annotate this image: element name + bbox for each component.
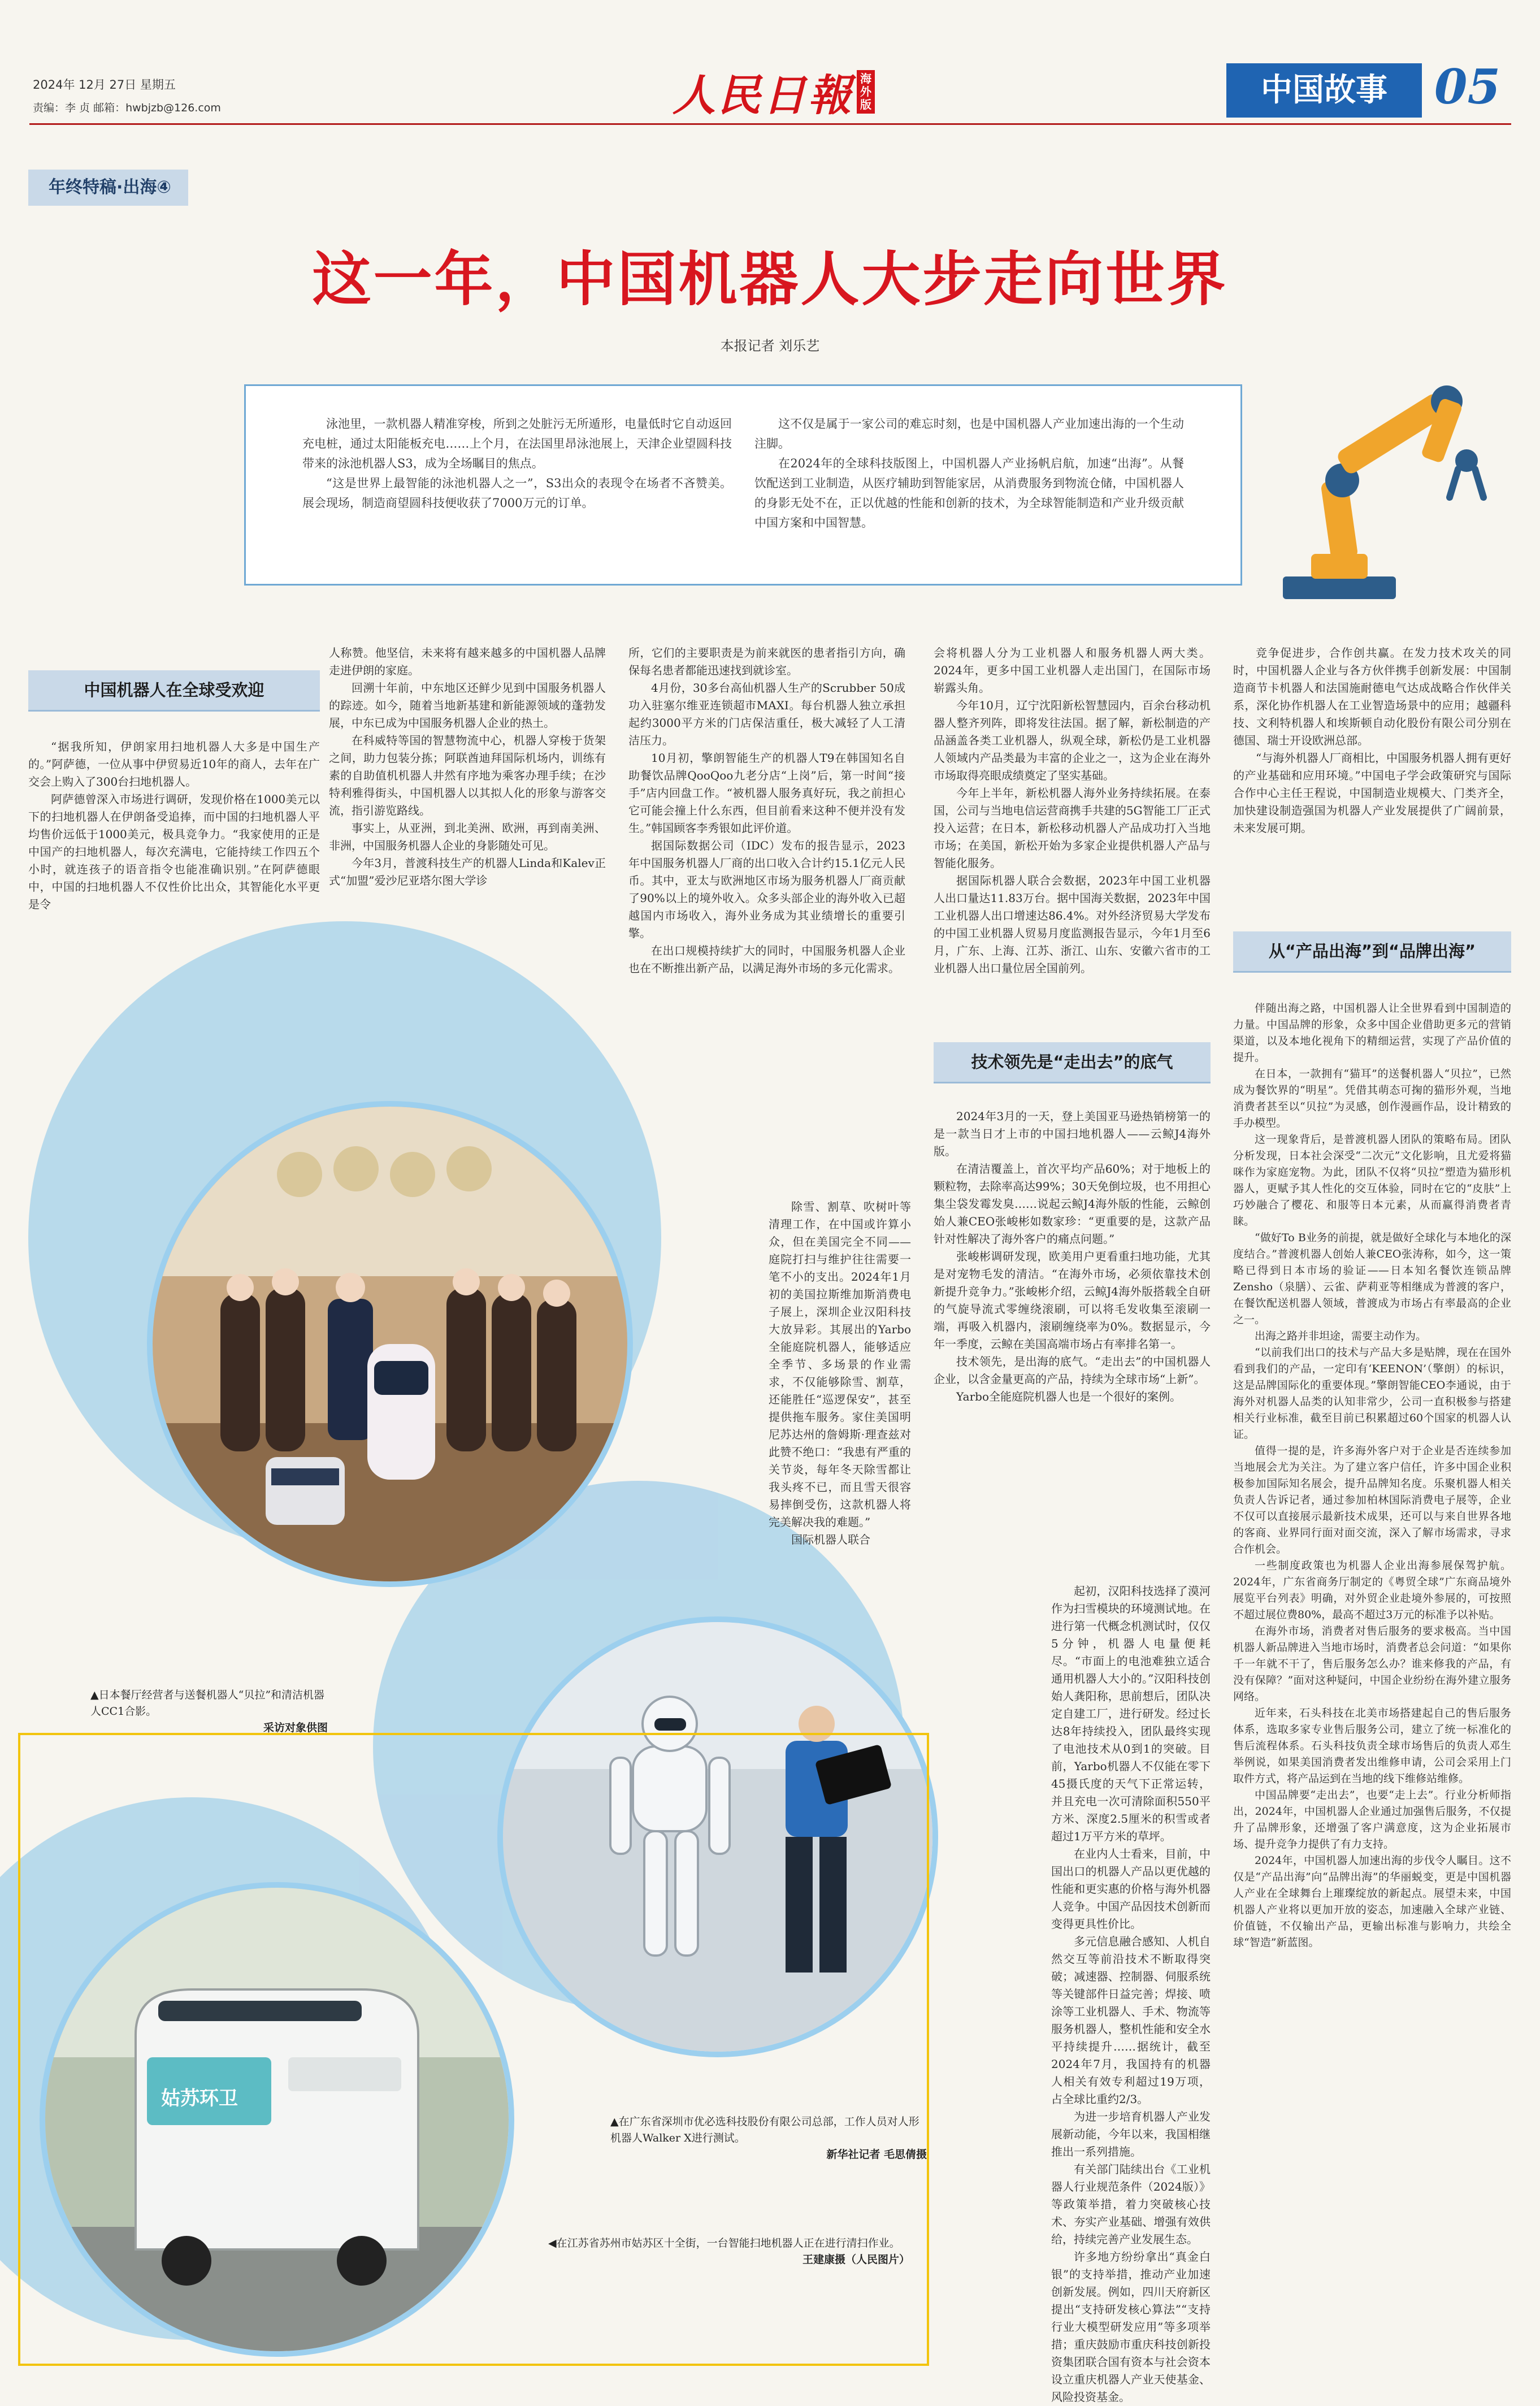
column-5	[934, 1108, 1211, 1406]
paragraph: “据我所知，伊朗家用扫地机器人大多是中国生产的。”阿萨德，一位从事中伊贸易近10年的商人，去年在广交会上购入了300台扫地机器人。	[28, 740, 320, 788]
column-7	[1233, 1000, 1511, 1951]
paragraph: 在日本，一款拥有“猫耳”的送餐机器人“贝拉”，已然成为餐饮界的“明星”。凭借其萌态可掬的猫形外观，当地消费者甚至以“贝拉”为灵感，创作漫画作品，设计精致的手办模型。	[1233, 1068, 1511, 1129]
intro-paragraph: “这是世界上最智能的泳池机器人之一”，S3出众的表现令在场者不吝赞美。展会现场，制造商望圆科技便收获了7000万元的订单。	[302, 476, 732, 510]
caption-credit: 王建康摄（人民图片）	[802, 2253, 910, 2266]
robot-arm-illustration	[1215, 339, 1532, 610]
editor-info: 责编：李 贞 邮箱：hwbjzb@126.com	[33, 102, 221, 114]
paragraph: 竞争促进步，合作创共赢。在发力技术攻关的同时，中国机器人企业与各方伙伴携手创新发展：中国制造商节卡机器人和法国施耐德电气达成战略合作伙伴关系，深化协作机器人在工业智造场景中的应用；越疆科技、文利特机器人和埃斯顿自动化股份有限公司分别在德国、瑞士开设欧洲总部。	[1233, 646, 1511, 747]
paragraph: 阿萨德曾深入市场进行调研，发现价格在1000美元以下的扫地机器人在伊朗备受追捧，而中国的扫地机器人平均售价远低于1000美元，极具竞争力。“我家使用的正是中国产的扫地机器人，每次充满电，它能持续工作四五个小时，就连孩子的语音指令也能准确识别。”在阿萨德眼中，中国的扫地机器人不仅性价比出众，其智能化水平更是令	[28, 792, 320, 911]
paragraph: 在清洁覆盖上，首次平均产品60%；对于地板上的颗粒物，去除率高达99%；30天免倒垃圾，也不用担心集尘袋发霉发臭……说起云鲸J4海外版的性能，云鲸创始人兼CEO张峻彬如数家珍：“更重要的是，这款产品针对性解决了海外客户的痛点问题。”	[934, 1162, 1211, 1246]
paragraph: 许多地方纷纷拿出“真金白银”的支持举措，推动产业加速创新发展。例如，四川天府新区提出“支持研发核心算法”“支持行业大模型研发应用”等多项举措；重庆鼓励市重庆科技创新投资集团联合国有资本与社会资本设立重庆机器人产业天使基金、风险投资基金。	[1051, 2250, 1211, 2404]
header-rule	[29, 123, 1511, 125]
headline: 这一年，中国机器人大步走向世界	[312, 245, 1228, 314]
paragraph: Yarbo全能庭院机器人也是一个很好的案例。	[956, 1390, 1181, 1403]
paragraph: 近年来，石头科技在北美市场搭建起自己的售后服务体系，选取多家专业售后服务公司，建立了统一标准化的售后流程体系。石头科技负责全球市场售后的负责人邓生举例说，如果美国消费者发出维修申请，公司会采用上门取件方式，将产品运到在当地的线下维修站维修。	[1233, 1707, 1511, 1785]
caption-restaurant	[90, 1687, 328, 1736]
paragraph: 人称赞。他坚信，未来将有越来越多的中国机器人品牌走进伊朗的家庭。	[329, 646, 606, 677]
paragraph: 据国际机器人联合会数据，2023年中国工业机器人出口量达11.83万台。据中国海关数据，2023年中国工业机器人出口增速达86.4%。对外经济贸易大学发布的中国工业机器人贸易月度监测报告显示，今年1月至6月，广东、上海、江苏、浙江、山东、安徽六省市的工业机器人出口量位居全国前列。	[934, 874, 1211, 975]
paragraph: 据国际数据公司（IDC）发布的报告显示，2023年中国服务机器人厂商的出口收入合计约15.1亿元人民币。其中，亚太与欧洲地区市场为服务机器人厂商贡献了90%以上的境外收入。众多头部企业的海外收入已超越国内市场收入，海外业务成为其业绩增长的重要引擎。	[628, 839, 905, 940]
intro-right	[754, 414, 1184, 533]
paragraph: 回溯十年前，中东地区还鲜少见到中国服务机器人的踪迹。如今，随着当地新基建和新能源领域的蓬勃发展，中东已成为中国服务机器人企业的热土。	[329, 681, 606, 730]
column-2	[329, 644, 606, 890]
paragraph: 为进一步培育机器人产业发展新动能，今年以来，我国相继推出一系列措施。	[1051, 2110, 1211, 2158]
restaurant-robot-photo	[147, 1101, 633, 1587]
paragraph: “以前我们出口的技术与产品大多是贴牌，现在在国外看到我们的产品，一定印有‘KEENON’（擎朗）的标识，这是品牌国际化的重要体现。”擎朗智能CEO李通说，由于海外对机器人品类的认知非常少，公司一直积极参与搭建相关行业标准，截至目前已积累超过60个国家的机器人认证。	[1233, 1346, 1511, 1441]
subhead-global-welcome: 中国机器人在全球受欢迎	[28, 670, 320, 712]
column-5-wrap	[1051, 1583, 1211, 2406]
paragraph: 2024年，中国机器人加速出海的步伐令人瞩目。这不仅是“产品出海”向“品牌出海”的华丽蜕变，更是中国机器人产业在全球舞台上璀璨绽放的新起点。展望未来，中国机器人产业将以更加开放的姿态，加速融入全球产业链、价值链，不仅输出产品，更输出标准与影响力，共绘全球“智造”新蓝图。	[1233, 1854, 1511, 1949]
paragraph: 除雪、割草、吹树叶等清理工作，在中国或许算小众，但在美国完全不同——庭院打扫与维护往往需要一笔不小的支出。2024年1月初的美国拉斯维加斯消费电子展上，深圳企业汉阳科技大放异彩。其展出的Yarbo全能庭院机器人，能够适应全季节、多场景的作业需求，不仅能够除雪、割草，还能胜任“巡逻保安”，甚至提供拖车服务。家住美国明尼苏达州的詹姆斯·理查兹对此赞不绝口：“我患有严重的关节炎，每年冬天除雪都让我头疼不已，而且雪天很容易摔倒受伤，这款机器人将完美解决我的难题。”	[769, 1200, 911, 1529]
paragraph: 值得一提的是，许多海外客户对于企业是否连续参加当地展会尤为关注。为了建立客户信任，许多中国企业积极参加国际知名展会，提升品牌知名度。乐聚机器人相关负责人告诉记者，通过参加柏林国际消费电子展等，企业不仅可以直接展示最新技术成果，还可以与来自世界各地的客商、业界同行面对面交流，深入了解市场需求，寻求合作机会。	[1233, 1445, 1511, 1555]
paragraph: 出海之路并非坦途，需要主动作为。	[1255, 1330, 1427, 1342]
highlight-frame	[18, 1733, 929, 2366]
paragraph: 在科威特等国的智慧物流中心，机器人穿梭于货架之间，助力包装分拣；阿联酋迪拜国际机场内，训练有素的自助值机机器人井然有序地为乘客办理手续；在沙特利雅得街头，中国机器人以其拟人化的形象与游客交流，指引游览路线。	[329, 734, 606, 817]
newspaper-logo: 人民日報	[673, 70, 853, 120]
paragraph: 伴随出海之路，中国机器人让全世界看到中国制造的力量。中国品牌的形象，众多中国企业借助更多元的营销渠道，以及本地化视角下的精细运营，实现了产品价值的提升。	[1233, 1002, 1511, 1064]
paragraph: 今年10月，辽宁沈阳新松智慧园内，百余台移动机器人整齐列阵，即将发往法国。据了解，新松制造的产品涵盖各类工业机器人，纵观全球，新松仍是工业机器人领域内产品类最为丰富的企业之一，这为企业在海外市场取得亮眼成绩奠定了坚实基础。	[934, 699, 1211, 782]
robot-brand-label: 姑苏环卫	[161, 2087, 238, 2110]
subhead-brand: 从“产品出海”到“品牌出海”	[1233, 931, 1511, 973]
intro-paragraph: 在2024年的全球科技版图上，中国机器人产业扬帆启航，加速“出海”。从餐饮配送到工业制造，从医疗辅助到智能家居，从消费服务到物流仓储，中国机器人的身影无处不在，正以优越的性能和创新的技术，为全球智能制造和产业升级贡献中国方案和中国智慧。	[754, 457, 1184, 530]
paragraph: 所，它们的主要职责是为前来就医的患者指引方向，确保每名患者都能迅速找到就诊室。	[628, 646, 905, 677]
caption-credit: 新华社记者 毛思倩摄	[826, 2148, 927, 2161]
intro-paragraph: 泳池里，一款机器人精准穿梭，所到之处脏污无所遁形，电量低时它自动返回充电桩，通过太阳能板充电……上个月，在法国里昂泳池展上，天津企业望圆科技带来的泳池机器人S3，成为全场瞩目的焦点。	[302, 417, 732, 470]
masthead	[673, 61, 875, 123]
subhead-technology: 技术领先是“走出去”的底气	[934, 1042, 1211, 1083]
paragraph: 在业内人士看来，目前，中国出口的机器人产品以更优越的性能和更实惠的价格与海外机器人竞争。中国产品因技术创新而变得更具性价比。	[1051, 1847, 1211, 1931]
caption-credit: 采访对象供图	[263, 1722, 328, 1734]
column-3-wrap	[769, 1198, 911, 1549]
paragraph: 2024年3月的一天，登上美国亚马逊热销榜第一的是一款当日才上市的中国扫地机器人——云鲸J4海外版。	[934, 1109, 1211, 1158]
column-1	[28, 738, 320, 913]
paragraph: 这一现象背后，是普渡机器人团队的策略布局。团队分析发现，日本社会深受“二次元”文化影响，且尤爱将猫咪作为家庭宠物。为此，团队不仅将“贝拉”塑造为猫形机器人，更赋予其人性化的交互体验，同时在它的“皮肤”上巧妙融合了樱花、和服等日本元素，从而赢得消费者青睐。	[1233, 1133, 1511, 1228]
paragraph: 10月初，擎朗智能生产的机器人T9在韩国知名自助餐饮品牌QooQoo九老分店“上岗”后，第一时间“接手”店内回盘工作。“被机器人服务真好玩，我之前担心它可能会撞上什么东西，但目前看来这种不便并没有发生。”韩国顾客李秀银如此评价道。	[628, 751, 905, 835]
caption-street-robot	[548, 2235, 910, 2268]
paragraph: 今年3月，普渡科技生产的机器人Linda和Kalev正式“加盟”爱沙尼亚塔尔图大学诊	[329, 856, 606, 887]
caption-humanoid	[610, 2114, 927, 2163]
paragraph: 今年上半年，新松机器人海外业务持续拓展。在泰国，公司与当地电信运营商携手共建的5G智能工厂正式投入运营；在日本，新松移动机器人产品成功打入当地市场；在美国，新松开始为多家企业提供机器人产品与智能化服务。	[934, 786, 1211, 870]
section-title: 中国故事	[1226, 63, 1422, 118]
paragraph: 在出口规模持续扩大的同时，中国服务机器人企业也在不断推出新产品，以满足海外市场的多元化需求。	[628, 944, 905, 975]
series-tag: 年终特稿·出海④	[28, 170, 188, 206]
byline: 本报记者 刘乐艺	[720, 338, 820, 354]
paragraph: 一些制度政策也为机器人企业出海参展保驾护航。2024年，广东省商务厅制定的《粤贸全球”广东商品境外展览平台列表》明确，对外贸企业赴境外参展的，可按照不超过展位费80%，最高不超过3万元的标准予以补贴。	[1233, 1559, 1511, 1621]
paragraph: 在海外市场，消费者对售后服务的要求极高。当中国机器人新品牌进入当地市场时，消费者总会问道：“如果你千一年就不干了，售后服务怎么办？谁来修我的产品，有没有保障？”面对这种疑问，中国企业纷纷在海外建立服务网络。	[1233, 1625, 1511, 1703]
paragraph: 会将机器人分为工业机器人和服务机器人两大类。2024年，更多中国工业机器人走出国门，在国际市场崭露头角。	[934, 646, 1211, 695]
caption-text: ◀在江苏省苏州市姑苏区十全街，一台智能扫地机器人正在进行清扫作业。	[548, 2237, 900, 2249]
column-3	[628, 644, 905, 977]
paragraph: 4月份，30多台高仙机器人生产的Scrubber 50成功入驻塞尔维亚连锁超市MAXI。每台机器人独立承担起约3000平方米的门店保洁重任，极大减轻了人工清洁压力。	[628, 681, 905, 747]
paragraph: “做好To B业务的前提，就是做好全球化与本地化的深度结合。”普渡机器人创始人兼CEO张涛称，如今，这一策略已得到日本市场的验证——日本知名餐饮连锁品牌Zensho（泉膳）、云雀、萨莉亚等相继成为普渡的客户，在餐饮配送机器人领域，普渡成为市场占有率最高的企业之一。	[1233, 1232, 1511, 1326]
paragraph: 有关部门陆续出台《工业机器人行业规范条件（2024版）》等政策举措，着力突破核心技术、夯实产业基础、增强有效供给，持续完善产业发展生态。	[1051, 2162, 1211, 2246]
paragraph: 张峻彬调研发现，欧美用户更看重扫地功能，尤其是对宠物毛发的清洁。“在海外市场，必须依靠技术创新提升竞争力。”张峻彬介绍，云鲸J4海外版搭载全自研的气旋导流式零缠绕滚刷，可以将毛发收集至滚刷一端，再吸入机器内，滚刷缠绕率为0%。数据显示，今年一季度，云鲸在美国高端市场占有率排名第一。	[934, 1250, 1211, 1351]
restaurant-photo-image	[153, 1107, 627, 1581]
edition-tag: 海外版	[857, 70, 875, 114]
paragraph: 中国品牌要“走出去”，也要“走上去”。行业分析师指出，2024年，中国机器人企业通过加强售后服务，不仅提升了品牌形象，还增强了客户满意度，这为企业拓展市场、提升竞争力提供了有力支持。	[1233, 1789, 1511, 1850]
paragraph: “与海外机器人厂商相比，中国服务机器人拥有更好的产业基础和应用环境。”中国电子学会政策研究与国际合作中心主任王程说，中国制造业规模大、门类齐全，加快建设制造强国为机器人产业发展提供了广阔前景，未来发展可期。	[1233, 751, 1511, 835]
paragraph: 多元信息融合感知、人机自然交互等前沿技术不断取得突破；减速器、控制器、伺服系统等关键部件日益完善；焊接、喷涂等工业机器人、手术、物流等服务机器人，整机性能和安全水平持续提升……据统计，截至2024年7月，我国持有的机器人相关有效专利超过19万项，占全球比重约2/3。	[1051, 1935, 1211, 2106]
paragraph: 国际机器人联合	[791, 1533, 870, 1546]
intro-left	[302, 414, 732, 513]
intro-paragraph: 这不仅是属于一家公司的难忘时刻，也是中国机器人产业加速出海的一个生动注脚。	[754, 417, 1184, 450]
paragraph: 技术领先，是出海的底气。“走出去”的中国机器人企业，以含金量更高的产品，持续为全球市场“上新”。	[934, 1355, 1211, 1386]
paragraph: 起初，汉阳科技选择了漠河作为扫雪模块的环境测试地。在进行第一代概念机测试时，仅仅5分钟，机器人电量便耗尽。“市面上的电池难独立适合通用机器人大小的。”汉阳科技创始人龚阳称，思前想后，团队决定自建工厂，进行研发。经过长达8年持续投入，团队最终实现了电池技术从0到1的突破。目前，Yarbo机器人不仅能在零下45摄氏度的天气下正常运转，并且充电一次可清除面积550平方米、深度2.5厘米的积雪或者超过1万平方米的草坪。	[1051, 1584, 1211, 1843]
column-6	[1233, 644, 1511, 837]
column-4	[934, 644, 1211, 977]
paragraph: 事实上，从亚洲，到北美洲、欧洲，再到南美洲、非洲，中国服务机器人企业的身影随处可见。	[329, 821, 606, 852]
caption-text: ▲日本餐厅经营者与送餐机器人“贝拉”和清洁机器人CC1合影。	[90, 1689, 325, 1718]
page-number: 05	[1434, 59, 1500, 115]
caption-text: ▲在广东省深圳市优必选科技股份有限公司总部，工作人员对人形机器人Walker X进行测试。	[610, 2115, 919, 2144]
issue-date: 2024年 12月 27日 星期五	[33, 78, 176, 92]
intro-box	[244, 384, 1242, 586]
